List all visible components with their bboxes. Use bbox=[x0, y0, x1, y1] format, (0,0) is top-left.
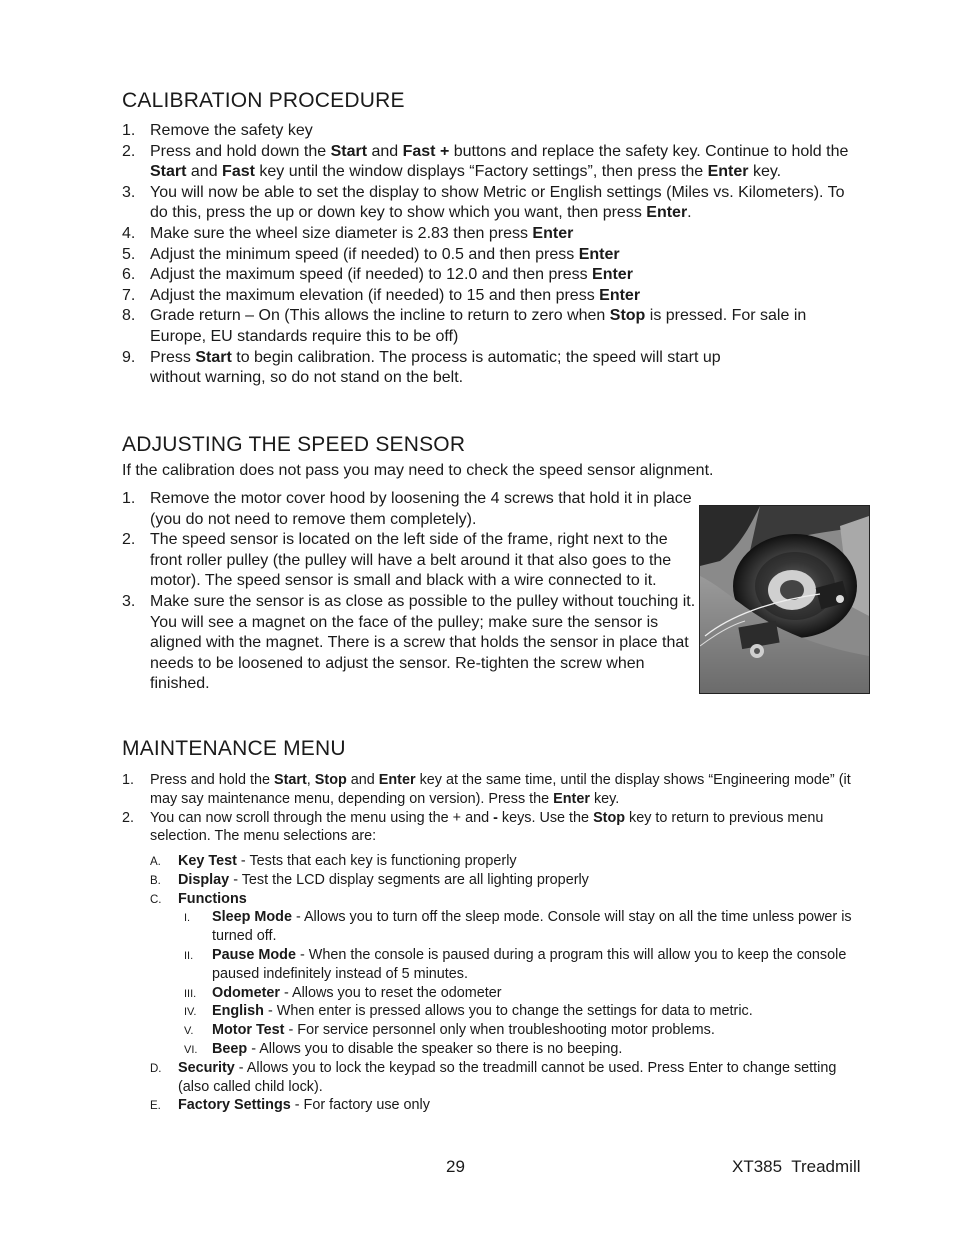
list-marker: 1. bbox=[122, 772, 135, 788]
list-marker: II. bbox=[184, 949, 194, 962]
list-marker: 6. bbox=[122, 266, 136, 284]
list-item bbox=[122, 265, 862, 286]
list-item bbox=[178, 1002, 858, 1021]
menu-item-c bbox=[150, 890, 862, 1059]
list-item bbox=[122, 306, 862, 347]
list-item-text: Security - Allows you to lock the keypad so the treadmill cannot be used. Press Enter to change setting (also called child lock). bbox=[178, 1059, 837, 1095]
list-item-text: You will now be able to set the display to show Metric or English settings (Miles vs. Kilometers). To do this, press the up or down key to show which you want, then press Enter. bbox=[150, 183, 845, 222]
footer-product-name: XT385 Treadmill bbox=[732, 1157, 861, 1176]
list-item bbox=[178, 1040, 858, 1059]
list-marker: 3. bbox=[122, 183, 136, 201]
list-item-text: Key Test - Tests that each key is functioning properly bbox=[178, 853, 517, 869]
list-item-text: Functions bbox=[178, 890, 247, 907]
list-item bbox=[122, 286, 862, 307]
list-marker: 2. bbox=[122, 142, 136, 160]
list-item bbox=[122, 489, 697, 530]
list-item-text: Grade return – On (This allows the incline to return to zero when Stop is pressed. For sale in Europe, EU standards require this to be off) bbox=[150, 307, 807, 345]
list-item bbox=[122, 245, 862, 266]
list-item-text: English - When enter is pressed allows you to change the settings for data to metric. bbox=[212, 1003, 753, 1020]
list-item-text: Adjust the maximum elevation (if needed) to 15 and then press Enter bbox=[150, 286, 641, 304]
speed-sensor-steps-list bbox=[122, 489, 697, 695]
list-item-text: Press and hold down the Start and Fast + buttons and replace the safety key. Continue to hold the Start and Fast key until the window displays “Factory settings”, then press the Enter key. bbox=[150, 142, 849, 181]
list-marker: 8. bbox=[122, 307, 136, 325]
list-marker: III. bbox=[184, 987, 197, 1000]
list-item bbox=[122, 809, 857, 847]
calibration-steps-list bbox=[122, 121, 862, 389]
list-marker: 2. bbox=[122, 809, 135, 826]
menu-item-a bbox=[150, 852, 862, 871]
list-item-text: Remove the motor cover hood by loosening the 4 screws that hold it in place (you do not need to remove them completely). bbox=[150, 490, 692, 528]
list-item-text: Make sure the wheel size diameter is 2.83 then press Enter bbox=[150, 224, 574, 242]
list-item-text: The speed sensor is located on the left side of the frame, right next to the front roller pulley (the pulley will have a belt around it that also goes to the motor). The speed sensor is small and black with a wire connected to it. bbox=[150, 531, 672, 590]
list-marker: E. bbox=[150, 1100, 161, 1113]
list-item-text: Sleep Mode - Allows you to turn off the sleep mode. Console will stay on all the time unless power is turned off. bbox=[212, 909, 852, 945]
list-item-text: Motor Test - For service personnel only when troubleshooting motor problems. bbox=[212, 1022, 715, 1039]
list-marker: IV. bbox=[184, 1006, 197, 1019]
section-title-calibration: CALIBRATION PROCEDURE bbox=[122, 89, 405, 112]
list-item bbox=[122, 121, 862, 142]
list-marker: I. bbox=[184, 912, 191, 925]
functions-list bbox=[178, 908, 858, 1058]
list-item bbox=[178, 908, 858, 946]
list-item-text: Press Start to begin calibration. The process is automatic; the speed will start up without warning, so do not stand on the belt. bbox=[150, 348, 721, 387]
section-title-speed-sensor: ADJUSTING THE SPEED SENSOR bbox=[122, 433, 466, 456]
list-marker: VI. bbox=[184, 1043, 198, 1056]
maintenance-steps-list bbox=[122, 771, 857, 846]
section-title-maintenance: MAINTENANCE MENU bbox=[122, 737, 346, 760]
menu-item-e bbox=[150, 1096, 862, 1115]
list-item bbox=[122, 592, 697, 695]
menu-item-d bbox=[150, 1059, 862, 1097]
list-item-text: Press and hold the Start, Stop and Enter key at the same time, until the display shows “Engineering mode” (it may say maintenance menu, depending on version). Press the Enter key. bbox=[150, 772, 851, 807]
list-item-text: Adjust the maximum speed (if needed) to 12.0 and then press Enter bbox=[150, 266, 633, 284]
list-item bbox=[122, 224, 862, 245]
speed-sensor-photo bbox=[699, 505, 870, 694]
list-item bbox=[122, 183, 862, 224]
list-item-text: Pause Mode - When the console is paused during a program this will allow you to keep the console paused indefinitely instead of 5 minutes. bbox=[212, 946, 847, 982]
list-item-text: Odometer - Allows you to reset the odometer bbox=[212, 984, 502, 1001]
list-item-text: Remove the safety key bbox=[150, 122, 313, 139]
list-item bbox=[122, 771, 857, 809]
speed-sensor-intro: If the calibration does not pass you may need to check the speed sensor alignment. bbox=[122, 462, 714, 479]
page-number: 29 bbox=[446, 1157, 465, 1176]
menu-selections-list bbox=[150, 852, 862, 1115]
menu-item-b bbox=[150, 871, 862, 890]
list-item bbox=[178, 1021, 858, 1040]
list-marker: 2. bbox=[122, 531, 136, 549]
list-marker: D. bbox=[150, 1062, 162, 1075]
list-marker: 3. bbox=[122, 592, 136, 610]
list-marker: 4. bbox=[122, 224, 136, 242]
list-marker: V. bbox=[184, 1025, 194, 1038]
list-marker: B. bbox=[150, 874, 161, 887]
list-item bbox=[122, 142, 862, 183]
list-marker: 5. bbox=[122, 245, 136, 263]
list-marker: 7. bbox=[122, 286, 136, 304]
list-item bbox=[178, 946, 858, 984]
list-item-text: Beep - Allows you to disable the speaker so there is no beeping. bbox=[212, 1040, 623, 1057]
list-item bbox=[178, 984, 858, 1003]
list-marker: 1. bbox=[122, 490, 136, 507]
list-marker: 9. bbox=[122, 348, 136, 366]
list-item-text: Make sure the sensor is as close as possible to the pulley without touching it. You will see a magnet on the face of the pulley; make sure the sensor is aligned with the magnet. There is a screw that holds the sensor in place that needs to be loosened to adjust the sensor. Re-tighten the screw when finished. bbox=[150, 592, 696, 693]
list-marker: A. bbox=[150, 856, 161, 868]
list-item-text: Display - Test the LCD display segments are all lighting properly bbox=[178, 871, 589, 888]
list-marker: 1. bbox=[122, 122, 136, 139]
list-item-text: Adjust the minimum speed (if needed) to 0.5 and then press Enter bbox=[150, 245, 620, 263]
list-item bbox=[122, 348, 862, 389]
list-item bbox=[122, 530, 697, 592]
list-item-text: You can now scroll through the menu using the + and - keys. Use the Stop key to return to previous menu selection. The menu selections are: bbox=[150, 809, 824, 845]
list-item-text: Factory Settings - For factory use only bbox=[178, 1097, 430, 1114]
list-marker: C. bbox=[150, 893, 162, 906]
